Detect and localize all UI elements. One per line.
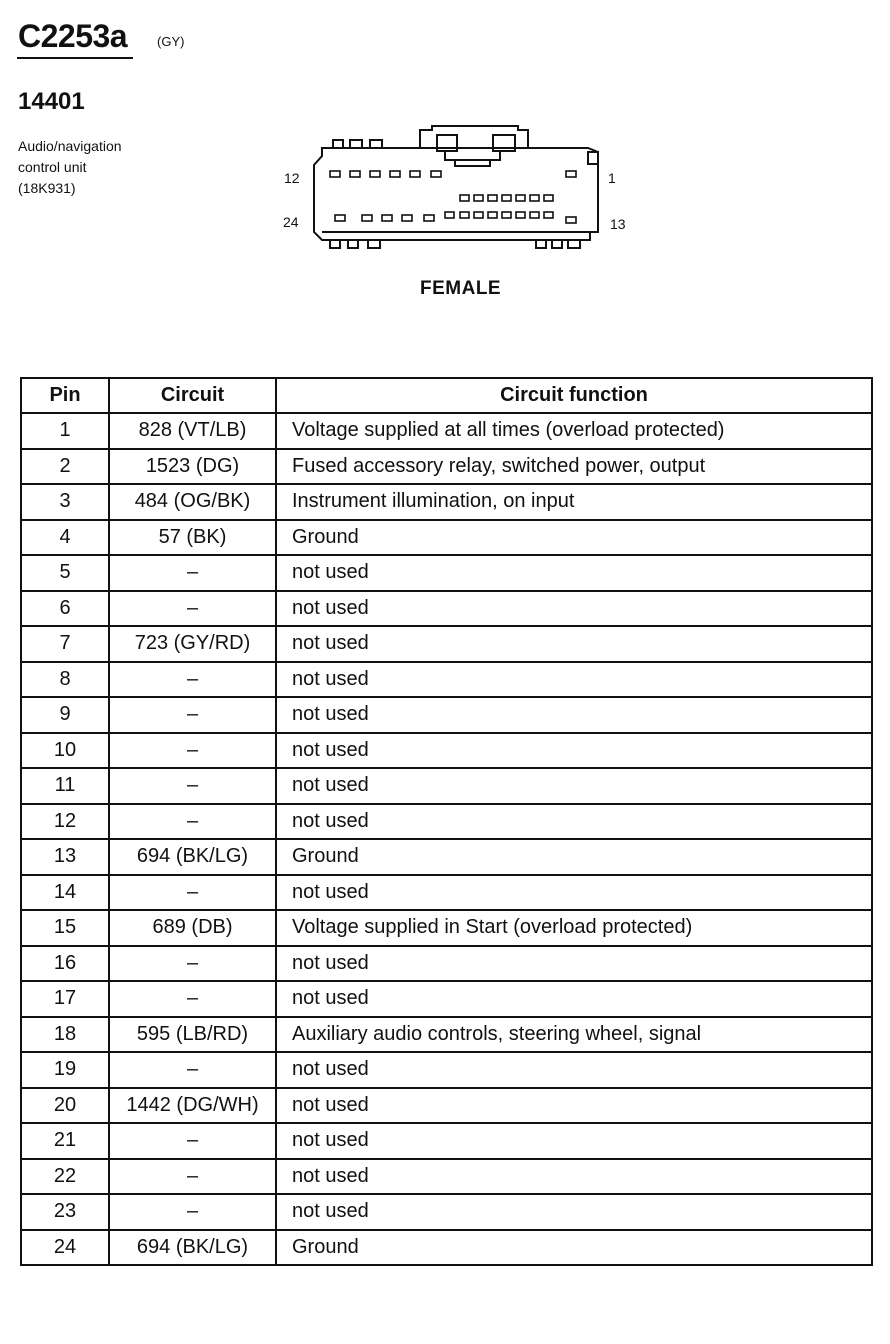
table-row — [21, 1194, 872, 1230]
pin-cell: 5 — [21, 555, 109, 591]
circuit-cell: – — [109, 768, 276, 804]
pin-cell: 15 — [21, 910, 109, 946]
function-cell: Ground — [276, 520, 872, 556]
circuit-cell: 723 (GY/RD) — [109, 626, 276, 662]
table-row — [21, 839, 872, 875]
circuit-cell: – — [109, 804, 276, 840]
description-line: (18K931) — [18, 180, 76, 196]
circuit-cell: 1523 (DG) — [109, 449, 276, 485]
function-cell: not used — [276, 626, 872, 662]
table-row — [21, 484, 872, 520]
pin-label-top-left: 12 — [284, 170, 300, 186]
pin-cell: 4 — [21, 520, 109, 556]
pin-cell: 6 — [21, 591, 109, 627]
function-cell: not used — [276, 1194, 872, 1230]
circuit-cell: 57 (BK) — [109, 520, 276, 556]
circuit-cell: – — [109, 555, 276, 591]
part-number: 14401 — [18, 88, 85, 115]
circuit-cell: – — [109, 875, 276, 911]
table-row — [21, 981, 872, 1017]
pin-cell: 10 — [21, 733, 109, 769]
pinout-table — [20, 377, 873, 1266]
pin-cell: 14 — [21, 875, 109, 911]
description-line: Audio/navigation — [18, 138, 122, 154]
header-function: Circuit function — [276, 378, 872, 413]
pin-cell: 17 — [21, 981, 109, 1017]
function-cell: not used — [276, 1088, 872, 1124]
function-cell: not used — [276, 591, 872, 627]
pin-label-bottom-left: 24 — [283, 214, 299, 230]
table-row — [21, 449, 872, 485]
table-row — [21, 1017, 872, 1053]
pin-cell: 24 — [21, 1230, 109, 1266]
function-cell: not used — [276, 733, 872, 769]
table-row — [21, 697, 872, 733]
function-cell: Instrument illumination, on input — [276, 484, 872, 520]
connector-id: C2253a — [18, 18, 128, 54]
function-cell: Voltage supplied in Start (overload protected) — [276, 910, 872, 946]
header-pin: Pin — [21, 378, 109, 413]
function-cell: not used — [276, 662, 872, 698]
circuit-cell: – — [109, 662, 276, 698]
pin-cell: 1 — [21, 413, 109, 449]
circuit-cell: – — [109, 1123, 276, 1159]
table-row — [21, 768, 872, 804]
pin-cell: 18 — [21, 1017, 109, 1053]
function-cell: Voltage supplied at all times (overload protected) — [276, 413, 872, 449]
function-cell: Ground — [276, 839, 872, 875]
pin-cell: 3 — [21, 484, 109, 520]
circuit-cell: 694 (BK/LG) — [109, 1230, 276, 1266]
component-description — [18, 136, 122, 199]
circuit-cell: – — [109, 697, 276, 733]
circuit-cell: – — [109, 1159, 276, 1195]
pin-cell: 9 — [21, 697, 109, 733]
pin-cell: 20 — [21, 1088, 109, 1124]
table-header-row — [21, 378, 872, 413]
pin-cell: 21 — [21, 1123, 109, 1159]
pin-label-top-right: 1 — [608, 170, 616, 186]
function-cell: not used — [276, 1123, 872, 1159]
circuit-cell: – — [109, 1052, 276, 1088]
table-row — [21, 413, 872, 449]
table-row — [21, 520, 872, 556]
function-cell: not used — [276, 768, 872, 804]
function-cell: not used — [276, 1052, 872, 1088]
circuit-cell: 694 (BK/LG) — [109, 839, 276, 875]
table-row — [21, 626, 872, 662]
table-row — [21, 555, 872, 591]
circuit-cell: – — [109, 981, 276, 1017]
pin-cell: 13 — [21, 839, 109, 875]
circuit-cell: – — [109, 946, 276, 982]
table-row — [21, 1052, 872, 1088]
circuit-cell: 484 (OG/BK) — [109, 484, 276, 520]
table-row — [21, 1088, 872, 1124]
table-row — [21, 1123, 872, 1159]
connector-face-diagram — [300, 120, 610, 255]
function-cell: Auxiliary audio controls, steering wheel, signal — [276, 1017, 872, 1053]
circuit-cell: 689 (DB) — [109, 910, 276, 946]
pin-cell: 8 — [21, 662, 109, 698]
table-row — [21, 662, 872, 698]
table-row — [21, 910, 872, 946]
function-cell: Fused accessory relay, switched power, output — [276, 449, 872, 485]
pin-cell: 23 — [21, 1194, 109, 1230]
pin-cell: 22 — [21, 1159, 109, 1195]
function-cell: not used — [276, 981, 872, 1017]
pin-cell: 12 — [21, 804, 109, 840]
connector-color-code: (GY) — [157, 34, 185, 49]
circuit-cell: – — [109, 733, 276, 769]
pin-label-bottom-right: 13 — [610, 216, 626, 232]
function-cell: not used — [276, 555, 872, 591]
circuit-cell: 595 (LB/RD) — [109, 1017, 276, 1053]
function-cell: not used — [276, 1159, 872, 1195]
pin-cell: 16 — [21, 946, 109, 982]
function-cell: Ground — [276, 1230, 872, 1266]
circuit-cell: 1442 (DG/WH) — [109, 1088, 276, 1124]
pin-cell: 19 — [21, 1052, 109, 1088]
table-row — [21, 875, 872, 911]
circuit-cell: – — [109, 1194, 276, 1230]
pin-cell: 2 — [21, 449, 109, 485]
connector-gender: FEMALE — [420, 278, 502, 299]
table-row — [21, 1159, 872, 1195]
table-row — [21, 946, 872, 982]
table-row — [21, 804, 872, 840]
table-row — [21, 591, 872, 627]
function-cell: not used — [276, 804, 872, 840]
circuit-cell: 828 (VT/LB) — [109, 413, 276, 449]
circuit-cell: – — [109, 591, 276, 627]
function-cell: not used — [276, 875, 872, 911]
header-circuit: Circuit — [109, 378, 276, 413]
function-cell: not used — [276, 946, 872, 982]
title-underline — [17, 57, 133, 59]
function-cell: not used — [276, 697, 872, 733]
pin-cell: 7 — [21, 626, 109, 662]
description-line: control unit — [18, 159, 87, 175]
table-row — [21, 1230, 872, 1266]
table-row — [21, 733, 872, 769]
pin-cell: 11 — [21, 768, 109, 804]
